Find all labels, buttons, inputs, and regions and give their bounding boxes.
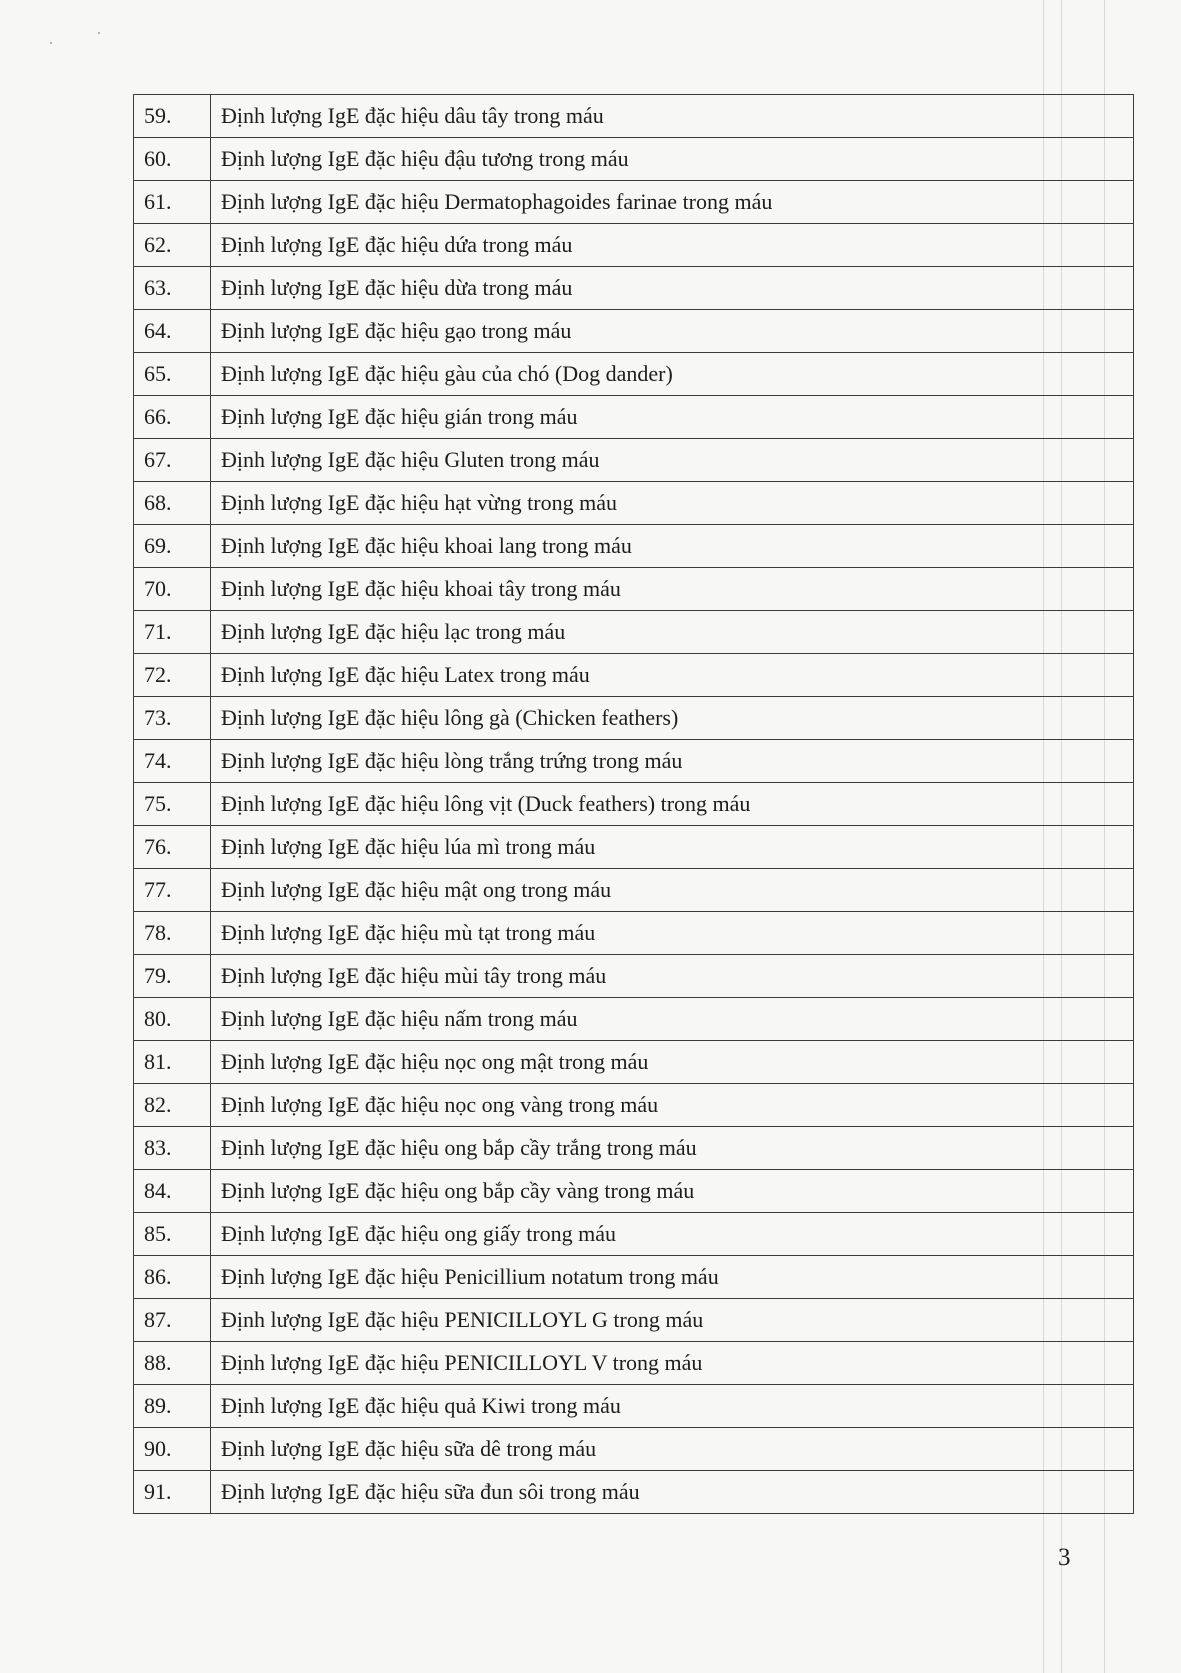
- table-row: [134, 1342, 1134, 1385]
- test-name: Định lượng IgE đặc hiệu gạo trong máu: [211, 310, 1134, 353]
- table-row: [134, 568, 1134, 611]
- test-name: Định lượng IgE đặc hiệu khoai tây trong máu: [211, 568, 1134, 611]
- test-name: Định lượng IgE đặc hiệu lúa mì trong máu: [211, 826, 1134, 869]
- table-row: [134, 138, 1134, 181]
- test-name: Định lượng IgE đặc hiệu Dermatophagoides farinae trong máu: [211, 181, 1134, 224]
- table-row: [134, 439, 1134, 482]
- table-row: [134, 310, 1134, 353]
- row-number: 87.: [134, 1299, 211, 1342]
- table-row: [134, 1170, 1134, 1213]
- row-number: 75.: [134, 783, 211, 826]
- test-name: Định lượng IgE đặc hiệu lông gà (Chicken feathers): [211, 697, 1134, 740]
- table-row: [134, 826, 1134, 869]
- row-number: 61.: [134, 181, 211, 224]
- test-name: Định lượng IgE đặc hiệu mùi tây trong máu: [211, 955, 1134, 998]
- test-name: Định lượng IgE đặc hiệu dứa trong máu: [211, 224, 1134, 267]
- test-name: Định lượng IgE đặc hiệu mật ong trong máu: [211, 869, 1134, 912]
- test-name: Định lượng IgE đặc hiệu lòng trắng trứng trong máu: [211, 740, 1134, 783]
- table-row: [134, 1084, 1134, 1127]
- table-row: [134, 1471, 1134, 1514]
- table-row: [134, 1041, 1134, 1084]
- table-row: [134, 1213, 1134, 1256]
- row-number: 90.: [134, 1428, 211, 1471]
- row-number: 72.: [134, 654, 211, 697]
- test-name: Định lượng IgE đặc hiệu ong bắp cầy vàng trong máu: [211, 1170, 1134, 1213]
- test-name: Định lượng IgE đặc hiệu gàu của chó (Dog dander): [211, 353, 1134, 396]
- test-name: Định lượng IgE đặc hiệu sữa dê trong máu: [211, 1428, 1134, 1471]
- test-name: Định lượng IgE đặc hiệu dừa trong máu: [211, 267, 1134, 310]
- test-name: Định lượng IgE đặc hiệu quả Kiwi trong máu: [211, 1385, 1134, 1428]
- test-name: Định lượng IgE đặc hiệu nọc ong mật trong máu: [211, 1041, 1134, 1084]
- table-row: [134, 955, 1134, 998]
- test-name: Định lượng IgE đặc hiệu PENICILLOYL G trong máu: [211, 1299, 1134, 1342]
- row-number: 70.: [134, 568, 211, 611]
- table-row: [134, 1256, 1134, 1299]
- test-name: Định lượng IgE đặc hiệu nấm trong máu: [211, 998, 1134, 1041]
- row-number: 64.: [134, 310, 211, 353]
- row-number: 66.: [134, 396, 211, 439]
- row-number: 82.: [134, 1084, 211, 1127]
- test-name: Định lượng IgE đặc hiệu khoai lang trong máu: [211, 525, 1134, 568]
- table-row: [134, 482, 1134, 525]
- table-row: [134, 611, 1134, 654]
- table-row: [134, 267, 1134, 310]
- row-number: 67.: [134, 439, 211, 482]
- test-name: Định lượng IgE đặc hiệu nọc ong vàng trong máu: [211, 1084, 1134, 1127]
- row-number: 59.: [134, 95, 211, 138]
- row-number: 83.: [134, 1127, 211, 1170]
- row-number: 80.: [134, 998, 211, 1041]
- table-row: [134, 1428, 1134, 1471]
- table-row: [134, 396, 1134, 439]
- test-name: Định lượng IgE đặc hiệu lông vịt (Duck feathers) trong máu: [211, 783, 1134, 826]
- table-row: [134, 998, 1134, 1041]
- table-row: [134, 740, 1134, 783]
- row-number: 88.: [134, 1342, 211, 1385]
- row-number: 79.: [134, 955, 211, 998]
- igE-test-table: [133, 94, 1134, 1514]
- row-number: 65.: [134, 353, 211, 396]
- table-row: [134, 697, 1134, 740]
- test-name: Định lượng IgE đặc hiệu PENICILLOYL V trong máu: [211, 1342, 1134, 1385]
- test-name: Định lượng IgE đặc hiệu lạc trong máu: [211, 611, 1134, 654]
- test-name: Định lượng IgE đặc hiệu ong bắp cầy trắng trong máu: [211, 1127, 1134, 1170]
- row-number: 62.: [134, 224, 211, 267]
- row-number: 78.: [134, 912, 211, 955]
- row-number: 91.: [134, 1471, 211, 1514]
- row-number: 71.: [134, 611, 211, 654]
- test-name: Định lượng IgE đặc hiệu sữa đun sôi trong máu: [211, 1471, 1134, 1514]
- table-row: [134, 783, 1134, 826]
- test-name: Định lượng IgE đặc hiệu mù tạt trong máu: [211, 912, 1134, 955]
- row-number: 76.: [134, 826, 211, 869]
- table-row: [134, 1385, 1134, 1428]
- page-number: 3: [1058, 1544, 1071, 1571]
- table-row: [134, 353, 1134, 396]
- row-number: 89.: [134, 1385, 211, 1428]
- table-row: [134, 912, 1134, 955]
- row-number: 85.: [134, 1213, 211, 1256]
- table-row: [134, 224, 1134, 267]
- row-number: 81.: [134, 1041, 211, 1084]
- row-number: 84.: [134, 1170, 211, 1213]
- test-name: Định lượng IgE đặc hiệu ong giấy trong máu: [211, 1213, 1134, 1256]
- table-row: [134, 1299, 1134, 1342]
- scan-speck: [98, 32, 100, 34]
- igE-test-table-wrapper: [133, 94, 1111, 1515]
- row-number: 77.: [134, 869, 211, 912]
- test-name: Định lượng IgE đặc hiệu Gluten trong máu: [211, 439, 1134, 482]
- table-row: [134, 1127, 1134, 1170]
- row-number: 73.: [134, 697, 211, 740]
- row-number: 74.: [134, 740, 211, 783]
- scan-speck: [50, 42, 52, 44]
- table-row: [134, 654, 1134, 697]
- table-row: [134, 181, 1134, 224]
- row-number: 86.: [134, 1256, 211, 1299]
- test-name: Định lượng IgE đặc hiệu hạt vừng trong máu: [211, 482, 1134, 525]
- test-name: Định lượng IgE đặc hiệu gián trong máu: [211, 396, 1134, 439]
- test-name: Định lượng IgE đặc hiệu đậu tương trong máu: [211, 138, 1134, 181]
- table-row: [134, 525, 1134, 568]
- row-number: 63.: [134, 267, 211, 310]
- test-name: Định lượng IgE đặc hiệu dâu tây trong máu: [211, 95, 1134, 138]
- test-name: Định lượng IgE đặc hiệu Latex trong máu: [211, 654, 1134, 697]
- table-row: [134, 95, 1134, 138]
- row-number: 69.: [134, 525, 211, 568]
- row-number: 68.: [134, 482, 211, 525]
- row-number: 60.: [134, 138, 211, 181]
- table-row: [134, 869, 1134, 912]
- test-name: Định lượng IgE đặc hiệu Penicillium notatum trong máu: [211, 1256, 1134, 1299]
